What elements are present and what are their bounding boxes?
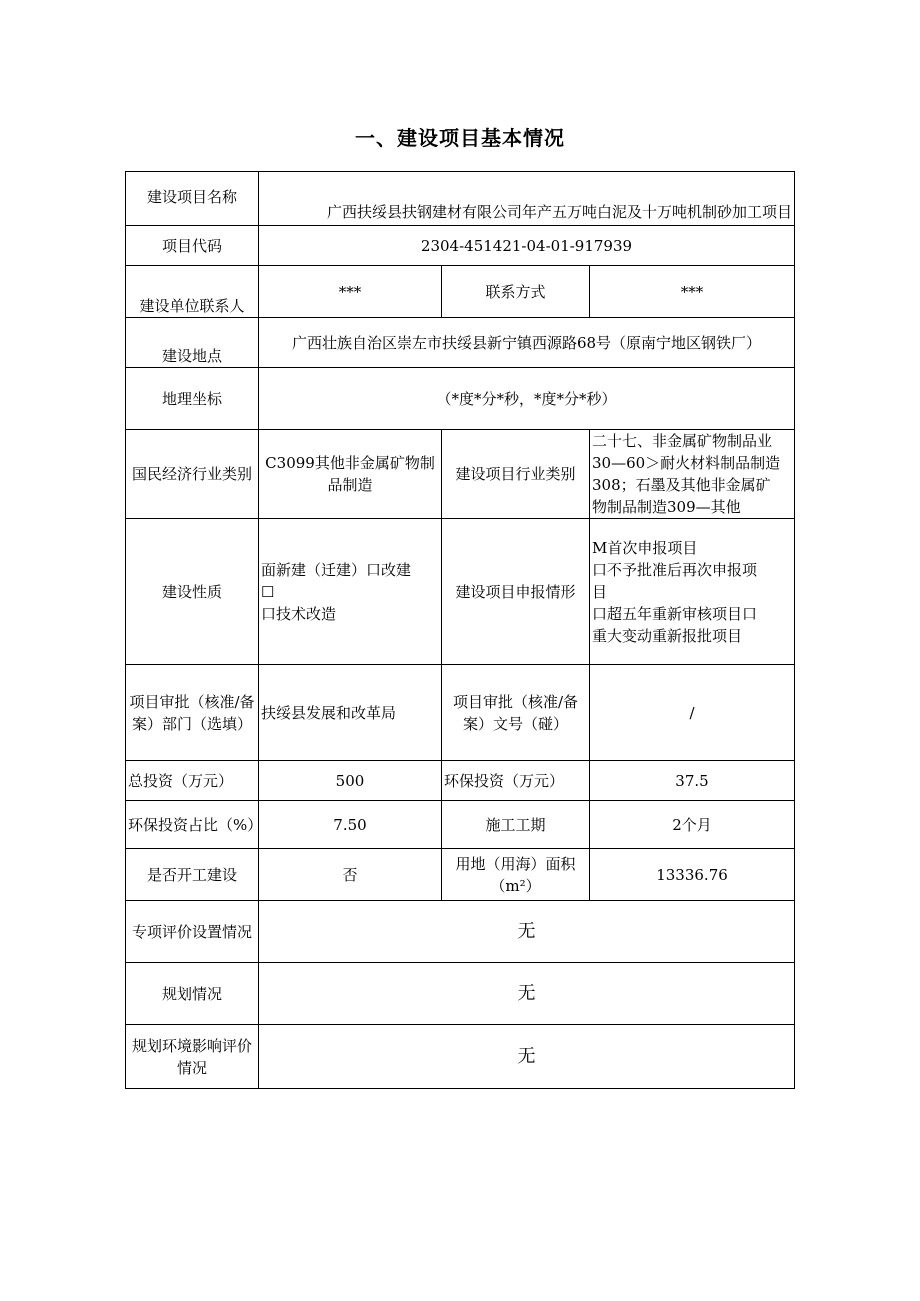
construction-period-value: 2个月 (590, 801, 795, 849)
application-line: M首次申报项目 (592, 538, 698, 557)
row-nature (126, 519, 795, 665)
row-coordinates (126, 368, 795, 430)
contact-method-label: 联系方式 (442, 266, 590, 318)
env-ratio-label: 环保投资占比（%） (126, 801, 259, 849)
project-industry-line: 30—60＞耐火材料制品制造 (592, 454, 781, 472)
industry-value: C3099其他非金属矿物制品制造 (259, 430, 442, 519)
planning-env-value: 无 (259, 1025, 795, 1089)
special-eval-label: 专项评价设置情况 (126, 901, 259, 963)
location-label: 建设地点 (126, 318, 259, 368)
application-line: 重大变动重新报批项目 (592, 626, 743, 645)
nature-value (259, 519, 442, 665)
land-area-label: 用地（用海）面积（m²） (442, 849, 590, 901)
planning-value: 无 (259, 963, 795, 1025)
contact-label: 建设单位联系人 (126, 266, 259, 318)
application-value (590, 519, 795, 665)
coordinates-label: 地理坐标 (126, 368, 259, 430)
land-area-value: 13336.76 (590, 849, 795, 901)
row-planning-env (126, 1025, 795, 1089)
total-investment-label: 总投资（万元） (126, 761, 259, 801)
row-project-name (126, 172, 795, 226)
coordinates-value: （*度*分*秒，*度*分*秒） (259, 368, 795, 430)
project-info-table (125, 171, 795, 1089)
construction-period-label: 施工工期 (442, 801, 590, 849)
planning-label: 规划情况 (126, 963, 259, 1025)
row-started (126, 849, 795, 901)
location-value: 广西壮族自治区崇左市扶绥县新宁镇西源路68号（原南宁地区钢铁厂） (259, 318, 795, 368)
started-label: 是否开工建设 (126, 849, 259, 901)
project-industry-line: 二十七、非金属矿物制品业 (592, 432, 773, 450)
row-planning (126, 963, 795, 1025)
planning-env-label: 规划环境影响评价情况 (126, 1025, 259, 1089)
row-location (126, 318, 795, 368)
approval-dept-label: 项目审批（核准/备案）部门（选填） (126, 665, 259, 761)
nature-line: 口技术改造 (261, 604, 337, 623)
page-title: 一、建设项目基本情况 (355, 126, 565, 150)
project-code-label: 项目代码 (126, 226, 259, 266)
industry-label: 国民经济行业类别 (126, 430, 259, 519)
row-project-code (126, 226, 795, 266)
contact-value: *** (259, 266, 442, 318)
row-investment (126, 761, 795, 801)
contact-method-value: *** (590, 266, 795, 318)
project-industry-line: 物制品制造309—其他 (592, 498, 741, 516)
application-line: 口不予批准后再次申报项 (592, 560, 758, 579)
approval-dept-value: 扶绥县发展和改革局 (259, 665, 442, 761)
row-approval (126, 665, 795, 761)
application-line: 目 (592, 582, 608, 601)
project-industry-line: 308；石墨及其他非金属矿 (592, 476, 771, 494)
approval-number-label: 项目审批（核准/备案）文号（碰） (442, 665, 590, 761)
project-code-value: 2304-451421-04-01-917939 (259, 226, 795, 266)
row-ratio (126, 801, 795, 849)
application-label: 建设项目申报情形 (442, 519, 590, 665)
project-name-value: 广西扶绥县扶钢建材有限公司年产五万吨白泥及十万吨机制砂加工项目 (259, 172, 795, 226)
special-eval-value: 无 (259, 901, 795, 963)
row-contact (126, 266, 795, 318)
project-name-label: 建设项目名称 (126, 172, 259, 226)
row-special-eval (126, 901, 795, 963)
started-value: 否 (259, 849, 442, 901)
env-investment-label: 环保投资（万元） (442, 761, 590, 801)
project-industry-value (590, 430, 795, 519)
nature-label: 建设性质 (126, 519, 259, 665)
env-investment-value: 37.5 (590, 761, 795, 801)
application-line: 口超五年重新审核项目口 (592, 604, 758, 623)
approval-number-value: / (590, 665, 795, 761)
project-industry-label: 建设项目行业类别 (442, 430, 590, 519)
nature-line: 面新建（迁建）口改建 (261, 560, 412, 579)
row-industry (126, 430, 795, 519)
env-ratio-value: 7.50 (259, 801, 442, 849)
nature-checkbox: ☐ (261, 582, 275, 601)
total-investment-value: 500 (259, 761, 442, 801)
